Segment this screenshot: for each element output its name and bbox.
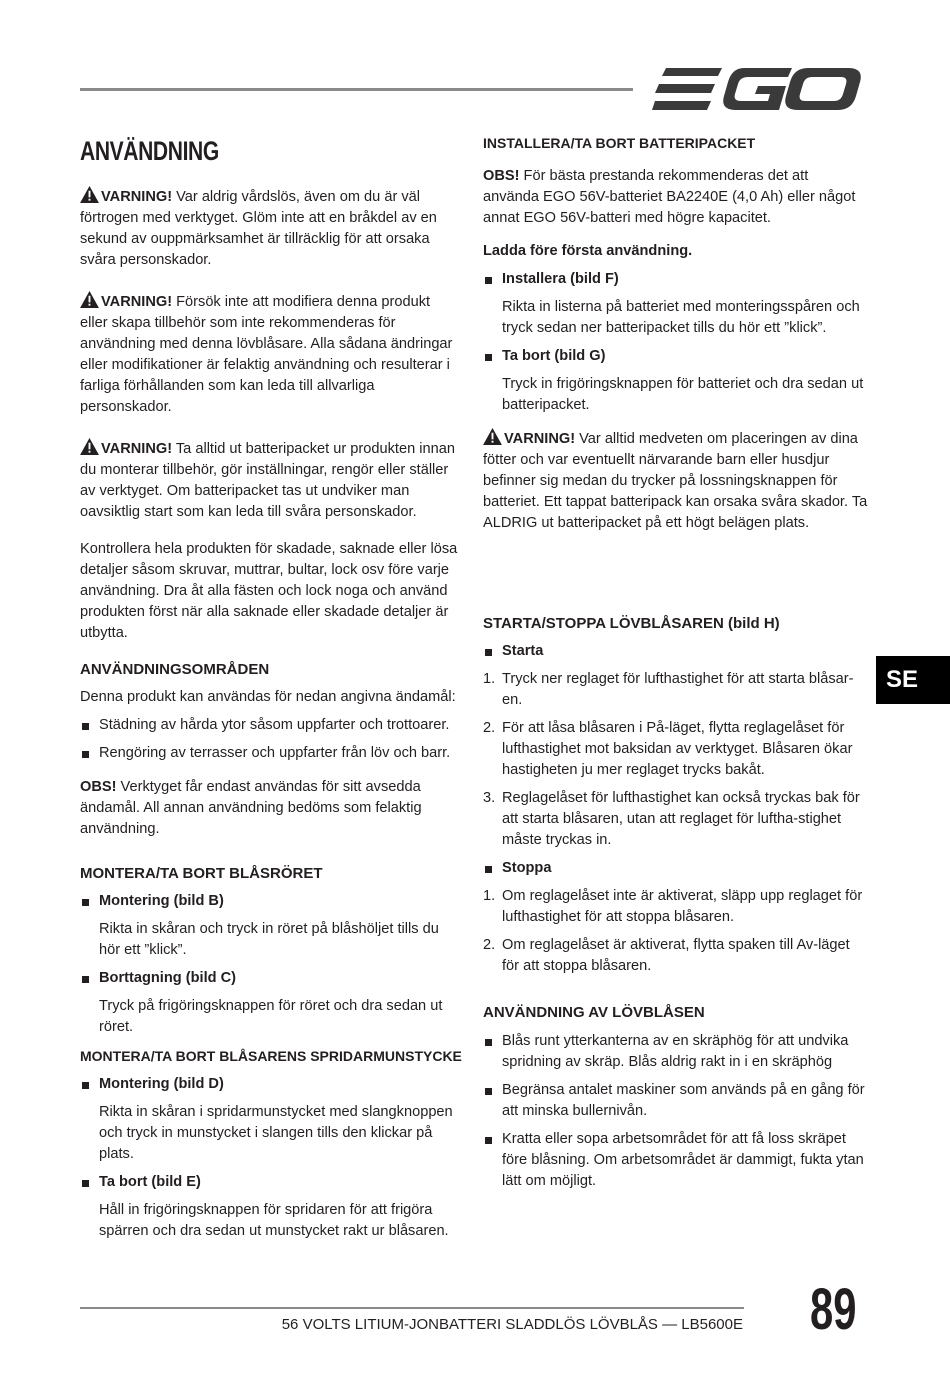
nozzle-heading: MONTERA/TA BORT BLÅSARENS SPRIDARMUNSTYCKE [80,1048,462,1064]
page-number: 89 [810,1277,857,1342]
warning-triangle-icon [483,428,502,445]
nozzle-remove-text: Håll in frigöringsknappen för spridaren för att frigöra spärren och dra sedan ut munstycket rakt ur blåsaren. [99,1202,449,1239]
warning-triangle-icon [80,291,99,308]
obs-label: OBS! [80,779,117,795]
tube-section [80,863,460,1038]
tube-remove-text: Tryck på frigöringsknappen för röret och dra sedan ut röret. [99,998,443,1035]
tube-mount-label: Montering (bild B) [80,891,460,912]
list-item: Rengöring av terrasser och uppfarter från löv och barr. [80,743,460,764]
inspect-text: Kontrollera hela produkten för skadade, saknade eller lösa detaljer såsom skruvar, muttrar, bultar, lock osv före varje användning. Dra åt alla fästen och lock noga och använd produkten först när alla saknade eller skadade detaljer är utbytta. [80,541,458,641]
ego-logo [652,66,862,112]
usage-section [483,1002,868,1192]
stop-step: 2. Om reglagelåset är aktiverat, flytta spaken till Av-läget för att stoppa blåsaren. [483,937,850,974]
list-item: Blås runt ytterkanterna av en skräphög för att undvika spridning av skräp. Blås aldrig rakt in i en skräphög [483,1031,868,1073]
warning-label: VARNING! [101,294,173,310]
obs-label: OBS! [483,168,520,184]
tube-mount-text: Rikta in skåran och tryck in röret på blåshöljet tills du hör ett ”klick”. [99,921,439,958]
list-item: Kratta eller sopa arbetsområdet för att få loss skräpet före blåsning. Om arbetsområdet är dammigt, fukta ytan lätt om möjligt. [483,1129,868,1192]
warning-triangle-icon [80,438,99,455]
footer-title: 56 VOLTS LITIUM-JONBATTERI SLADDLÖS LÖVBLÅS — LB5600E [281,1316,743,1333]
tube-heading: MONTERA/TA BORT BLÅSRÖRET [80,865,323,882]
battery-section [483,133,868,534]
charge-note: Ladda före första användning. [483,243,693,259]
warning-block-2 [80,291,460,418]
battery-install-label: Installera (bild F) [483,269,868,290]
battery-heading: INSTALLERA/TA BORT BATTERIPACKET [483,135,756,151]
header-rule [80,88,633,91]
battery-remove-label: Ta bort (bild G) [483,346,868,367]
warning-label: VARNING! [504,431,576,447]
obs-text: För bästa prestanda rekommenderas det att använda EGO 56V-batteriet BA2240E (4,0 Ah) eller något annat EGO 56V-batteri med högre kapacitet. [483,168,856,226]
nozzle-remove-label: Ta bort (bild E) [80,1172,460,1193]
areas-intro: Denna produkt kan användas för nedan angivna ändamål: [80,689,456,705]
battery-remove-text: Tryck in frigöringsknappen för batteriet och dra sedan ut batteripacket. [502,376,864,413]
page-title: ANVÄNDNING [80,136,219,166]
list-item: Begränsa antalet maskiner som används på en gång för att minska bullernivån. [483,1080,868,1122]
warning-block-1 [80,186,460,271]
left-column [80,136,460,166]
startstop-heading: STARTA/STOPPA LÖVBLÅSAREN (bild H) [483,615,780,632]
inspect-paragraph [80,539,460,644]
warning-triangle-icon [80,186,99,203]
start-step: 3. Reglagelåset för lufthastighet kan också tryckas bak för att starta blåsaren, utan att reglaget för luftha-stighet måste tryckas in. [483,790,860,848]
areas-section [80,659,460,840]
areas-heading: ANVÄNDNINGSOMRÅDEN [80,661,270,678]
list-item: Städning av hårda ytor såsom uppfarter och trottoarer. [80,715,460,736]
warning-text: Försök inte att modifiera denna produkt eller skapa tillbehör som inte rekommenderas för användning med denna lövblåsare. Alla sådana ändringar eller modifikationer är felaktig användning och resulterar i farliga förhållanden som kan leda till allvarliga personskador. [80,294,453,415]
warning-text: Var alltid medveten om placeringen av dina fötter och var eventuellt närvarande barn eller husdjur befinner sig medan du trycker på lossningsknappen för batteriet. Ett tappat batteripack kan orsaka svåra skador. Ta ALDRIG ut batteripacket på ett högt belägen plats. [483,431,868,531]
stop-label: Stoppa [483,858,868,879]
warning-text: Var aldrig vårdslös, även om du är väl förtrogen med verktyget. Glöm inte att en bråkdel av en sekund av ouppmärksamhet är tillräcklig för att orsaka svåra personskador. [80,189,437,268]
usage-heading: ANVÄNDNING AV LÖVBLÅSEN [483,1004,705,1021]
warning-label: VARNING! [101,189,173,205]
footer-rule [80,1307,744,1309]
nozzle-section [80,1046,460,1242]
language-tab: SE [876,656,950,704]
obs-text: Verktyget får endast användas för sitt avsedda ändamål. All annan användning bedöms som felaktig användning. [80,779,422,837]
battery-install-text: Rikta in listerna på batteriet med monteringsspåren och tryck sedan ner batteripacket tills du hör ett ”klick”. [502,299,860,336]
start-step: 2. För att låsa blåsaren i På-läget, flytta reglagelåset för lufthastighet mot baksidan av verktyget. Blåsaren ökar hastigheten ju mer reglaget trycks bakåt. [483,720,853,778]
nozzle-mount-label: Montering (bild D) [80,1074,460,1095]
stop-step: 1. Om reglagelåset inte är aktiverat, släpp upp reglaget för lufthastighet för att stoppa blåsaren. [483,888,863,925]
warning-text: Ta alltid ut batteripacket ur produkten innan du monterar tillbehör, gör inställningar, rengör eller ställer av verktyget. Om batteripacket tas ut undviker man oavsiktlig start som kan leda till svåra personskador. [80,441,455,520]
warning-block-3 [80,438,460,523]
nozzle-mount-text: Rikta in skåran i spridarmunstycket med slangknoppen och tryck in munstycket i slangen tills den klickar på plats. [99,1104,453,1162]
start-step: 1. Tryck ner reglaget för lufthastighet för att starta blåsar-en. [483,671,854,708]
startstop-section [483,613,868,977]
tube-remove-label: Borttagning (bild C) [80,968,460,989]
start-label: Starta [483,641,868,662]
warning-label: VARNING! [101,441,173,457]
